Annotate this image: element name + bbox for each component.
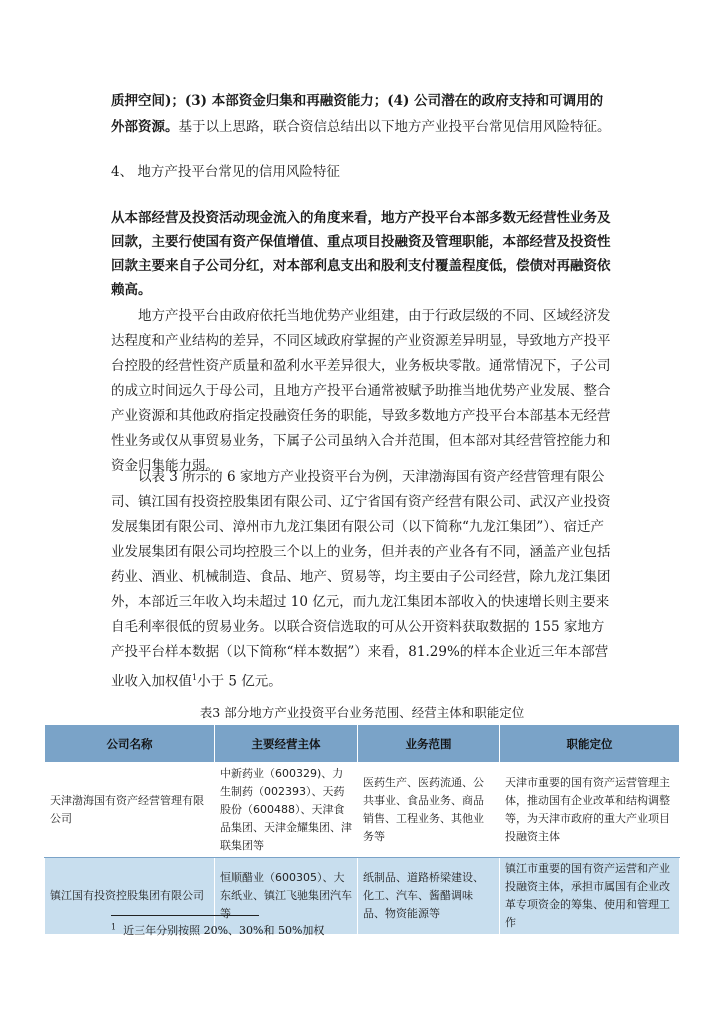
footnote-divider <box>111 915 259 916</box>
cell-company: 天津渤海国有资产经营管理有限公司 <box>45 763 215 858</box>
table-header-row <box>45 725 680 763</box>
platform-table <box>44 724 680 935</box>
continuation-paragraph <box>111 88 614 140</box>
cell-positioning: 镇江市重要的国有资产运营和产业投融资主体，承担市属国有企业改革专项资金的筹集、使用和管理工作 <box>500 858 680 935</box>
continuation-normal-text: 基于以上思路，联合资信总结出以下地方产业投平台常见信用风险特征。 <box>178 119 611 135</box>
footnote <box>111 922 324 938</box>
cell-entities: 恒顺醋业（600305）、大东纸业、镇江飞驰集团汽车等 <box>215 858 358 935</box>
header-company: 公司名称 <box>45 725 215 763</box>
cell-positioning: 天津市重要的国有资产运营管理主体，推动国有企业改革和结构调整等，为天津市政府的重大产业项目投融资主体 <box>500 763 680 858</box>
table-row <box>45 763 680 858</box>
footnote-reference: 1 <box>192 673 198 682</box>
body-paragraph-1: 地方产投平台由政府依托当地优势产业组建，由于行政层级的不同、区域经济发达程度和产业结构的差异，不同区域政府掌握的产业资源差异明显，导致地方产投平台控股的经营性资产质量和盈利水平差异很大，业务板块零散。通常情况下，子公司的成立时间远久于母公司，且地方产投平台通常被赋予助推当地优势产业发展、整合产业资源和其他政府指定投融资任务的职能，导致多数地方产投平台本部基本无经营性业务或仅从事贸易业务，下属子公司虽纳入合并范围，但本部对其经营管控能力和资金归集能力弱。 <box>111 308 611 474</box>
footnote-text: 近三年分别按照 20%、30%和 50%加权 <box>123 924 325 937</box>
header-scope: 业务范围 <box>358 725 500 763</box>
cell-entities: 中新药业（600329)、力生制药（002393）、天药股份（600488）、天津食品集团、天津金耀集团、津联集团等 <box>215 763 358 858</box>
body-paragraph-2 <box>111 465 614 695</box>
header-positioning: 职能定位 <box>500 725 680 763</box>
lead-paragraph: 从本部经营及投资活动现金流入的角度来看，地方产投平台本部多数无经营性业务及回款，主要行使国有资产保值增值、重点项目投融资及管理职能，本部经营及投资性回款主要来自子公司分红，对本部利息支出和股利支付覆盖程度低，偿债对再融资依赖高。 <box>111 210 611 298</box>
body-paragraph-2-text-a: 以表 3 所示的 6 家地方产业投资平台为例，天津渤海国有资产经营管理有限公司、镇江国有投资控股集团有限公司、辽宁省国有资产经营有限公司、武汉产业投资发展集团有限公司、漳州市九龙江集团有限公司（以下简称“九龙江集团”）、宿迁产业发展集团有限公司均控股三个以上的业务，但并表的产业各有不同，涵盖产业包括药业、酒业、机械制造、食品、地产、贸易等，均主要由子公司经营，除九龙江集团外，本部近三年收入均未超过 10 亿元，而九龙江集团本部收入的快速增长则主要来自毛利率很低的贸易业务。以联合资信选取的可从公开资料获取数据的 155 家地方产投平台样本数据（以下简称“样本数据”）来看，81.29%的样本企业近三年本部营业收入加权值 <box>111 469 611 690</box>
cell-scope: 纸制品、道路桥梁建设、化工、汽车、酱醋调味品、物资能源等 <box>358 858 500 935</box>
header-entities: 主要经营主体 <box>215 725 358 763</box>
cell-company: 镇江国有投资控股集团有限公司 <box>45 858 215 935</box>
section-heading: 4、 地方产投平台常见的信用风险特征 <box>111 164 340 180</box>
continuation-bold-text: 质押空间)；(3) 本部资金归集和再融资能力；(4) 公司潜在的政府支持和可调用的外部资源。 <box>111 93 604 135</box>
cell-scope: 医药生产、医药流通、公共事业、食品业务、商品销售、工程业务、其他业务等 <box>358 763 500 858</box>
body-paragraph-2-text-b: 小于 5 亿元。 <box>197 673 282 690</box>
footnote-marker: 1 <box>111 922 117 932</box>
table-caption: 表3 部分地方产业投资平台业务范围、经营主体和职能定位 <box>199 705 525 720</box>
